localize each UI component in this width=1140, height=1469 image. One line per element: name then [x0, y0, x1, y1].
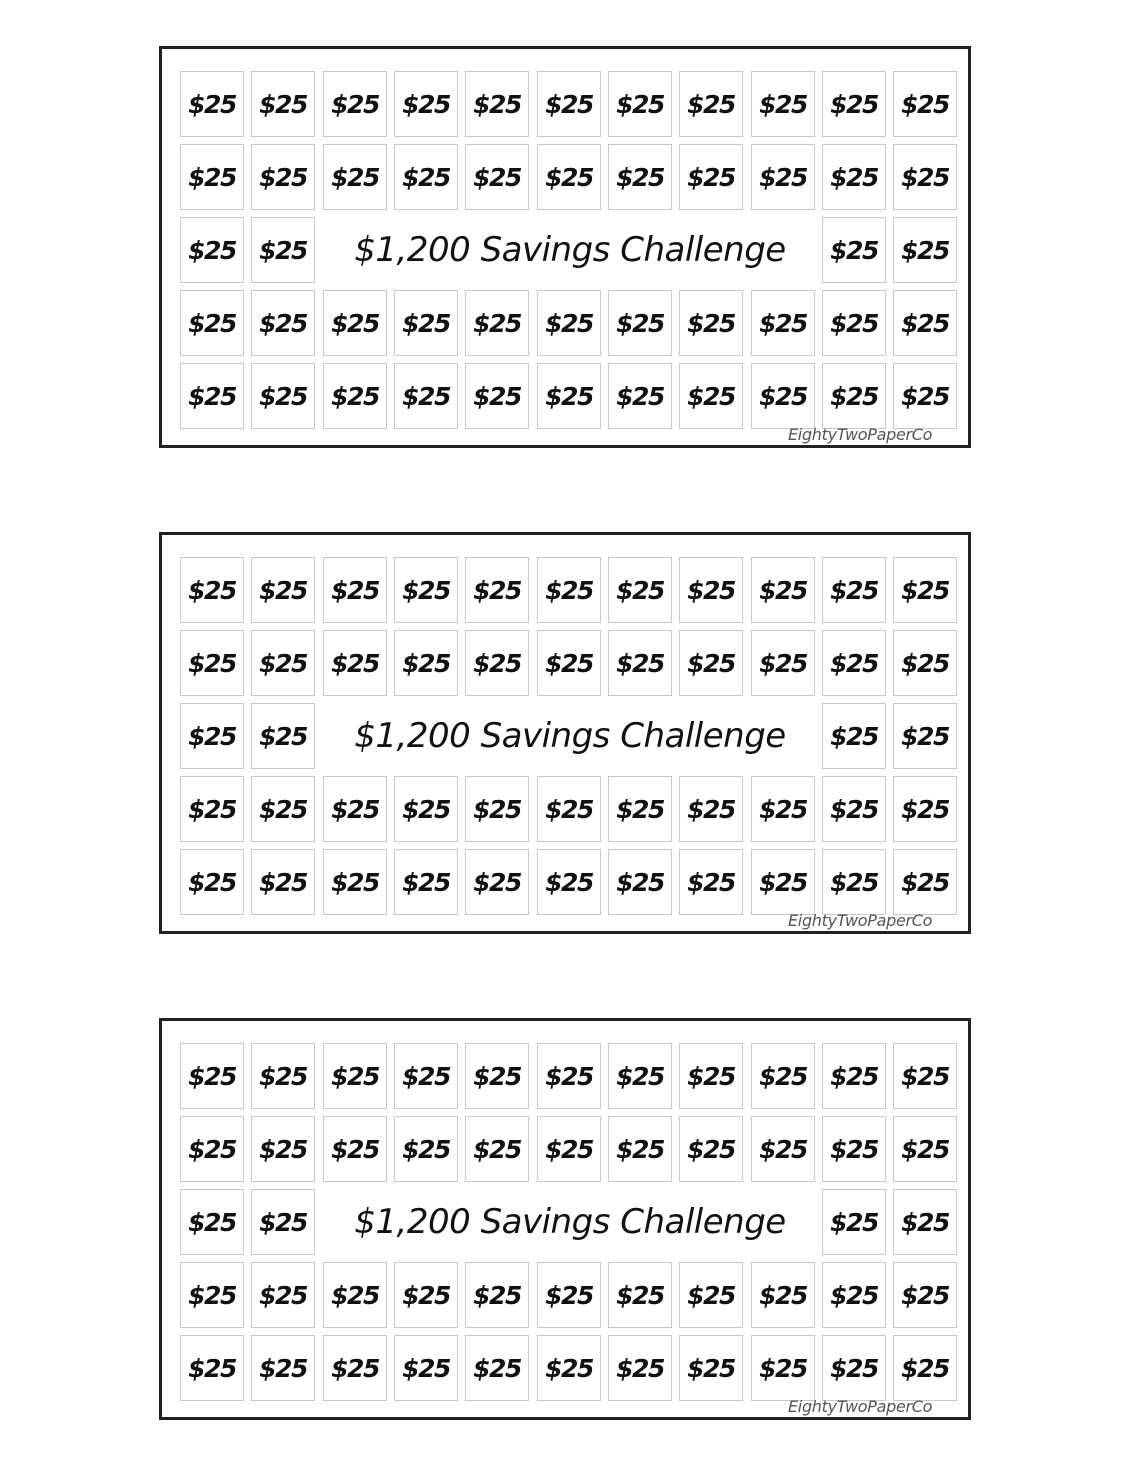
savings-challenge-card	[159, 532, 971, 934]
savings-cell: $25	[822, 776, 886, 842]
savings-challenge-card	[159, 46, 971, 448]
savings-cell: $25	[893, 1116, 957, 1182]
savings-cell: $25	[180, 290, 244, 356]
savings-cell: $25	[465, 71, 529, 137]
savings-cell: $25	[608, 1335, 672, 1401]
savings-cell: $25	[180, 776, 244, 842]
savings-cell: $25	[180, 1189, 244, 1255]
shop-credit: EightyTwoPaperCo	[788, 911, 933, 930]
savings-cell: $25	[465, 290, 529, 356]
savings-cell: $25	[893, 144, 957, 210]
savings-cell: $25	[465, 557, 529, 623]
savings-cell: $25	[608, 630, 672, 696]
savings-cell: $25	[251, 71, 315, 137]
savings-cell: $25	[537, 363, 601, 429]
savings-cell: $25	[608, 776, 672, 842]
savings-cell: $25	[893, 557, 957, 623]
savings-cell: $25	[893, 363, 957, 429]
savings-cell: $25	[323, 557, 387, 623]
savings-cell: $25	[251, 217, 315, 283]
savings-cell: $25	[679, 1043, 743, 1109]
savings-cell: $25	[394, 849, 458, 915]
savings-cell: $25	[751, 776, 815, 842]
savings-cell: $25	[394, 144, 458, 210]
savings-cell: $25	[394, 363, 458, 429]
savings-cell: $25	[180, 363, 244, 429]
savings-cell: $25	[608, 1043, 672, 1109]
savings-cell: $25	[323, 144, 387, 210]
savings-cell: $25	[180, 71, 244, 137]
savings-cell: $25	[251, 1189, 315, 1255]
savings-cell: $25	[180, 557, 244, 623]
savings-cell: $25	[465, 1335, 529, 1401]
savings-cell: $25	[180, 217, 244, 283]
savings-cell: $25	[180, 1335, 244, 1401]
savings-cell: $25	[180, 630, 244, 696]
savings-cell: $25	[251, 703, 315, 769]
savings-cell: $25	[465, 776, 529, 842]
savings-cell: $25	[537, 1335, 601, 1401]
savings-cell: $25	[465, 1262, 529, 1328]
challenge-title: $1,200 Savings Challenge	[354, 1202, 786, 1242]
savings-cell: $25	[893, 290, 957, 356]
savings-cell: $25	[608, 849, 672, 915]
savings-cell: $25	[893, 849, 957, 915]
savings-cell: $25	[893, 217, 957, 283]
savings-cell: $25	[465, 1116, 529, 1182]
savings-cell: $25	[537, 144, 601, 210]
savings-cell: $25	[679, 71, 743, 137]
savings-cell: $25	[251, 776, 315, 842]
savings-cell: $25	[251, 849, 315, 915]
savings-cell: $25	[537, 71, 601, 137]
savings-cell: $25	[679, 144, 743, 210]
savings-cell: $25	[679, 630, 743, 696]
savings-cell: $25	[323, 1116, 387, 1182]
savings-cell: $25	[465, 1043, 529, 1109]
savings-cell: $25	[537, 776, 601, 842]
savings-challenge-card	[159, 1018, 971, 1420]
savings-cell: $25	[251, 290, 315, 356]
savings-cell: $25	[394, 1043, 458, 1109]
savings-cell: $25	[394, 71, 458, 137]
savings-cell: $25	[751, 290, 815, 356]
savings-cell: $25	[893, 1262, 957, 1328]
savings-cell: $25	[822, 557, 886, 623]
savings-cell: $25	[822, 290, 886, 356]
savings-cell: $25	[323, 1043, 387, 1109]
savings-cell: $25	[751, 630, 815, 696]
savings-cell: $25	[251, 1116, 315, 1182]
savings-cell: $25	[537, 849, 601, 915]
savings-cell: $25	[751, 71, 815, 137]
savings-cell: $25	[751, 144, 815, 210]
savings-cell: $25	[394, 630, 458, 696]
savings-cell: $25	[180, 849, 244, 915]
savings-cell: $25	[822, 703, 886, 769]
savings-cell: $25	[537, 557, 601, 623]
savings-cell: $25	[537, 290, 601, 356]
savings-cell: $25	[180, 1043, 244, 1109]
savings-cell: $25	[608, 144, 672, 210]
savings-cell: $25	[679, 1335, 743, 1401]
savings-cell: $25	[751, 1043, 815, 1109]
savings-cell: $25	[893, 1043, 957, 1109]
savings-cell: $25	[323, 630, 387, 696]
savings-cell: $25	[323, 849, 387, 915]
savings-cell: $25	[822, 1116, 886, 1182]
savings-cell: $25	[822, 1262, 886, 1328]
savings-cell: $25	[751, 557, 815, 623]
savings-cell: $25	[394, 290, 458, 356]
savings-cell: $25	[323, 1262, 387, 1328]
savings-cell: $25	[679, 1262, 743, 1328]
savings-cell: $25	[180, 1262, 244, 1328]
savings-cell: $25	[394, 1262, 458, 1328]
savings-cell: $25	[251, 1262, 315, 1328]
savings-cell: $25	[608, 557, 672, 623]
savings-cell: $25	[751, 363, 815, 429]
savings-cell: $25	[537, 1262, 601, 1328]
savings-cell: $25	[251, 630, 315, 696]
savings-cell: $25	[323, 776, 387, 842]
savings-cell: $25	[822, 363, 886, 429]
savings-cell: $25	[251, 557, 315, 623]
shop-credit: EightyTwoPaperCo	[788, 1397, 933, 1416]
savings-cell: $25	[822, 71, 886, 137]
savings-cell: $25	[893, 776, 957, 842]
savings-cell: $25	[394, 776, 458, 842]
challenge-title: $1,200 Savings Challenge	[354, 716, 786, 756]
savings-cell: $25	[822, 849, 886, 915]
savings-cell: $25	[608, 1116, 672, 1182]
savings-cell: $25	[679, 1116, 743, 1182]
savings-cell: $25	[465, 849, 529, 915]
savings-cell: $25	[180, 144, 244, 210]
savings-cell: $25	[394, 557, 458, 623]
savings-cell: $25	[893, 630, 957, 696]
savings-cell: $25	[251, 363, 315, 429]
savings-cell: $25	[323, 290, 387, 356]
savings-cell: $25	[822, 1043, 886, 1109]
challenge-title: $1,200 Savings Challenge	[354, 230, 786, 270]
savings-cell: $25	[751, 1116, 815, 1182]
savings-cell: $25	[822, 1189, 886, 1255]
savings-cell: $25	[608, 290, 672, 356]
savings-cell: $25	[394, 1335, 458, 1401]
savings-cell: $25	[608, 1262, 672, 1328]
savings-cell: $25	[679, 290, 743, 356]
savings-cell: $25	[893, 71, 957, 137]
savings-cell: $25	[608, 363, 672, 429]
savings-cell: $25	[822, 630, 886, 696]
savings-cell: $25	[893, 703, 957, 769]
savings-cell: $25	[893, 1189, 957, 1255]
savings-cell: $25	[537, 1116, 601, 1182]
savings-cell: $25	[180, 1116, 244, 1182]
savings-cell: $25	[537, 1043, 601, 1109]
savings-cell: $25	[465, 144, 529, 210]
savings-cell: $25	[323, 363, 387, 429]
savings-cell: $25	[679, 849, 743, 915]
savings-cell: $25	[465, 363, 529, 429]
savings-cell: $25	[893, 1335, 957, 1401]
savings-cell: $25	[251, 1335, 315, 1401]
savings-cell: $25	[751, 849, 815, 915]
shop-credit: EightyTwoPaperCo	[788, 425, 933, 444]
savings-cell: $25	[537, 630, 601, 696]
savings-cell: $25	[679, 557, 743, 623]
savings-cell: $25	[751, 1262, 815, 1328]
savings-cell: $25	[822, 217, 886, 283]
savings-cell: $25	[323, 71, 387, 137]
savings-cell: $25	[822, 1335, 886, 1401]
savings-cell: $25	[180, 703, 244, 769]
savings-cell: $25	[751, 1335, 815, 1401]
savings-cell: $25	[323, 1335, 387, 1401]
savings-cell: $25	[394, 1116, 458, 1182]
savings-cell: $25	[679, 363, 743, 429]
savings-cell: $25	[251, 1043, 315, 1109]
savings-cell: $25	[679, 776, 743, 842]
savings-cell: $25	[608, 71, 672, 137]
savings-cell: $25	[822, 144, 886, 210]
savings-cell: $25	[465, 630, 529, 696]
savings-cell: $25	[251, 144, 315, 210]
